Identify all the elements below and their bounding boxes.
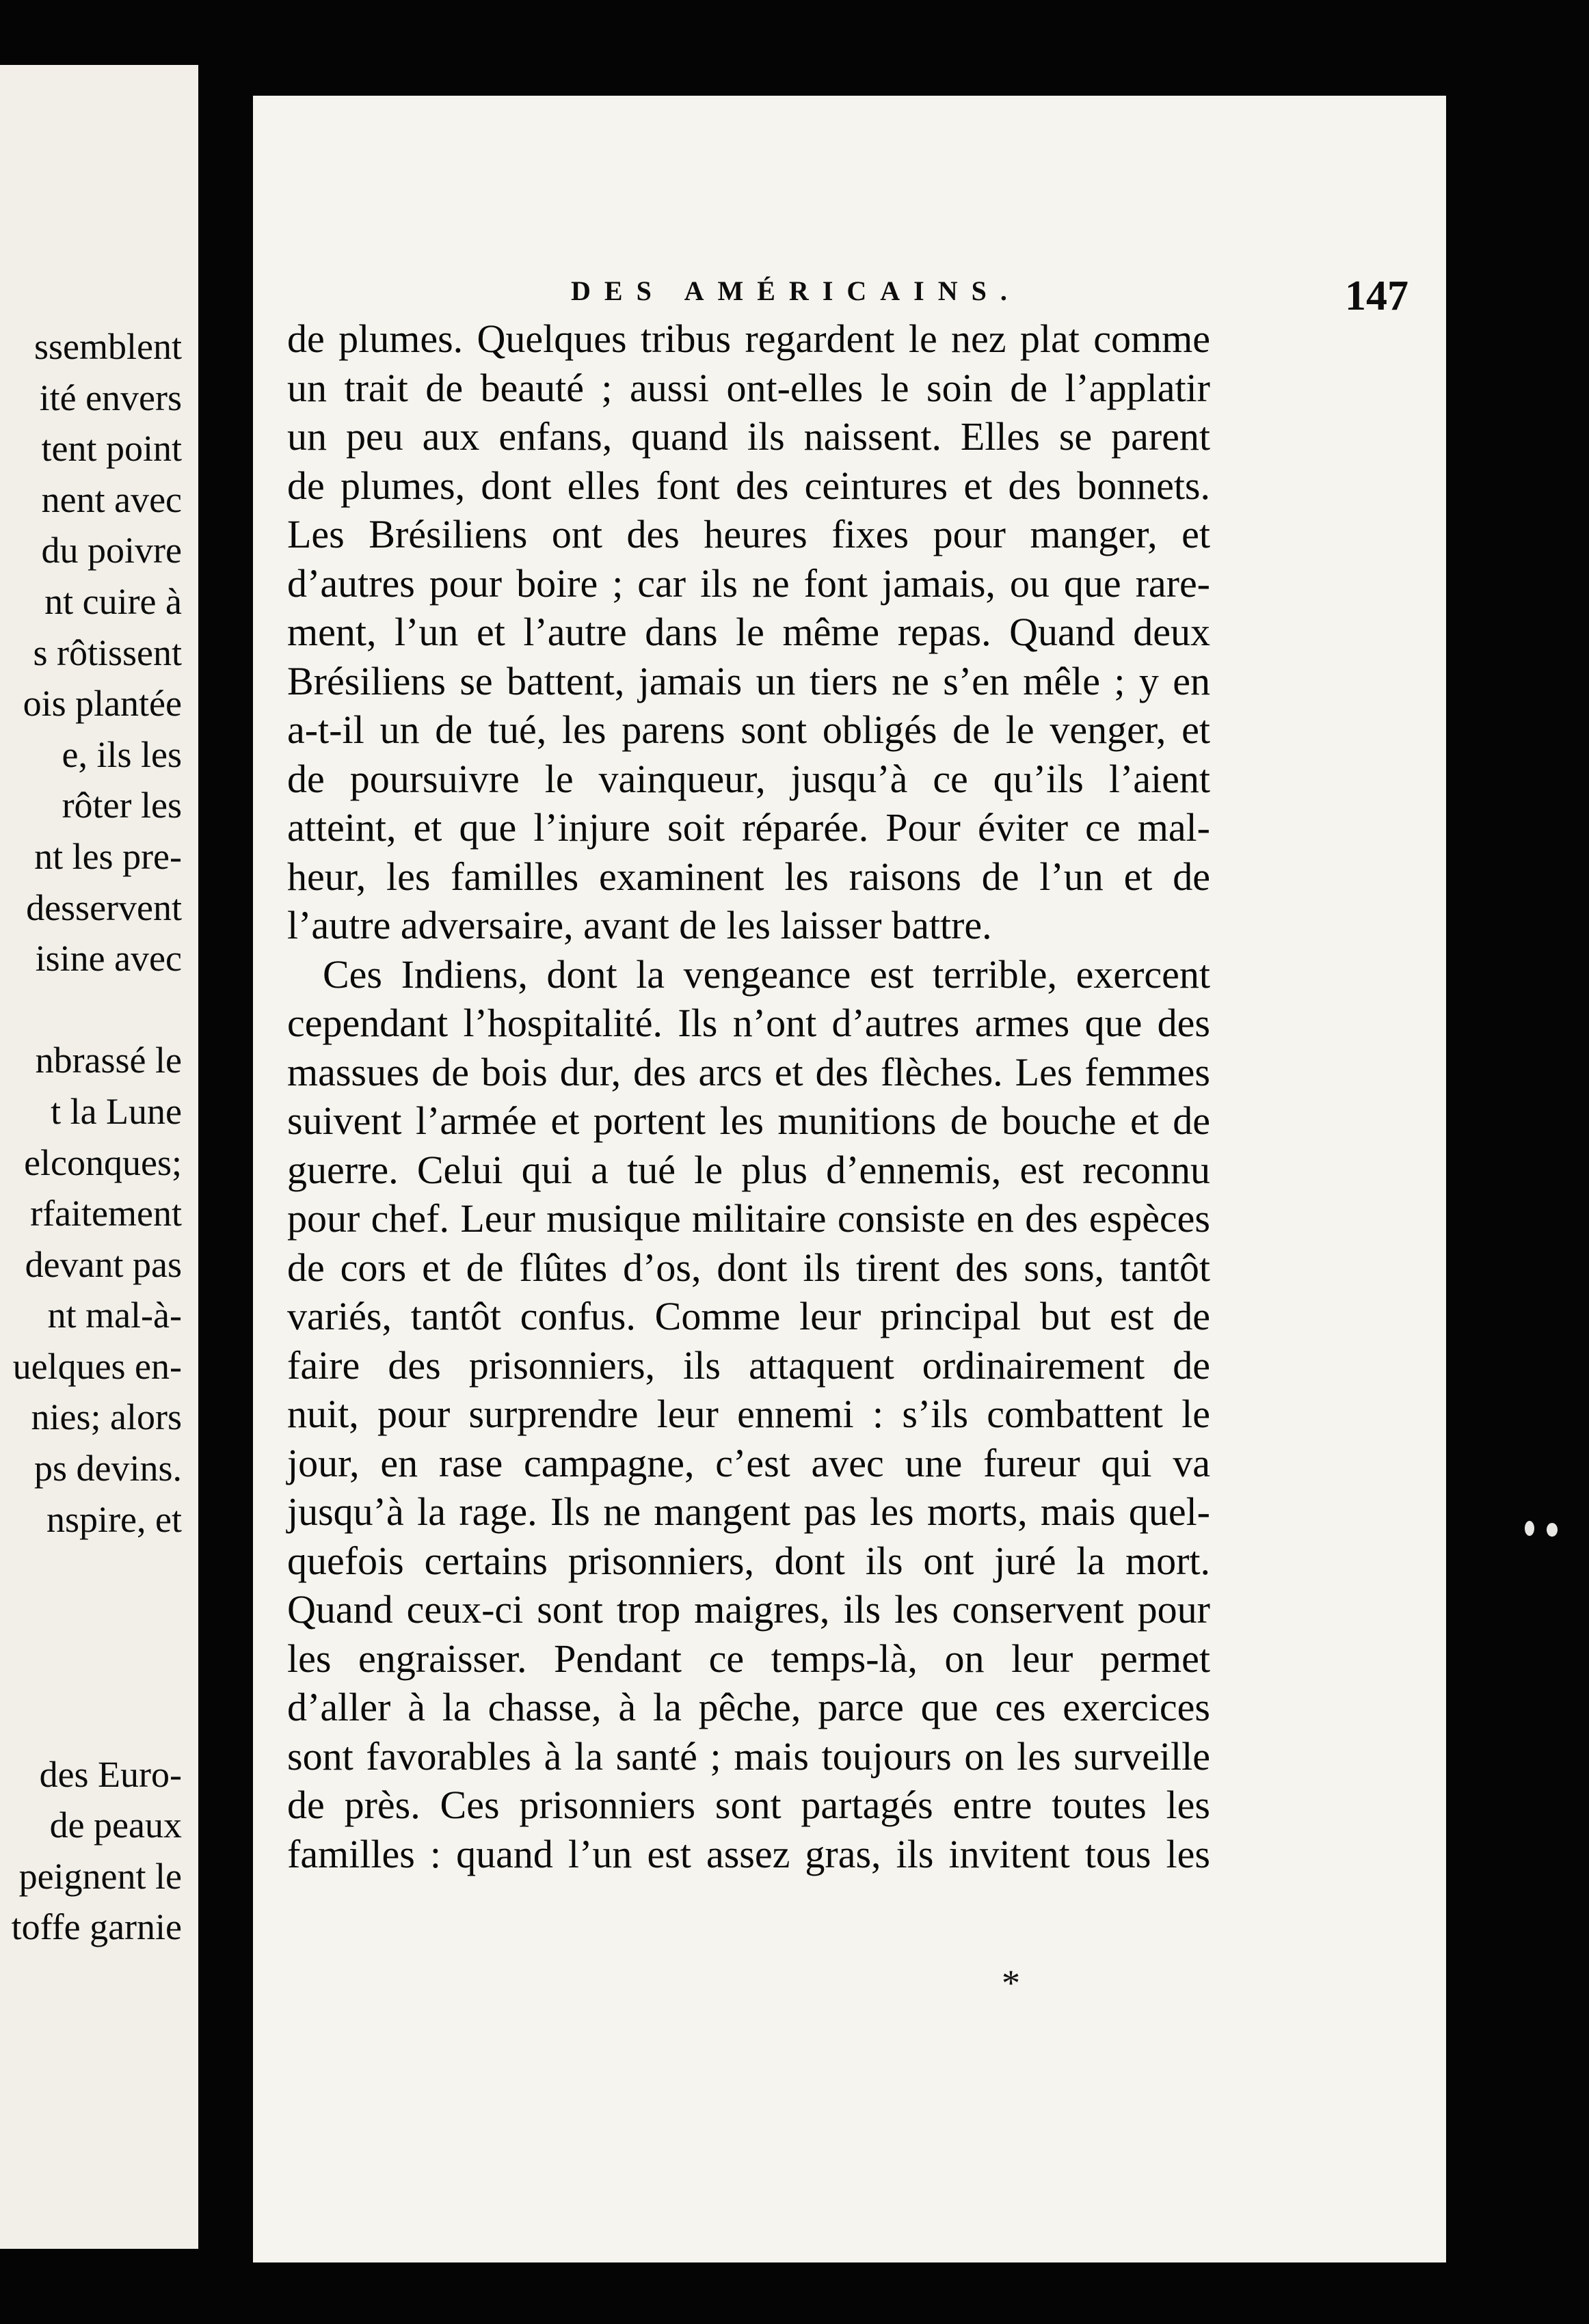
text-line: suivent l’armée et portent les munitions de bouche et de xyxy=(287,1098,1210,1143)
text-line: d’aller à la chasse, à la pêche, parce que ces exercices xyxy=(287,1685,1210,1729)
text-line: nuit, pour surprendre leur ennemi : s’ils combattent le xyxy=(287,1392,1210,1436)
text-line: a-t-il un de tué, les parens sont obligés de le venger, et xyxy=(287,707,1210,752)
paper-speck xyxy=(1525,1521,1534,1536)
text-line: t la Lune xyxy=(51,1090,182,1132)
text-line: pour chef. Leur musique militaire consiste en des espèces xyxy=(287,1196,1210,1241)
running-head: DES AMÉRICAINS. xyxy=(571,275,1021,306)
text-line: Quand ceux-ci sont trop maigres, ils les conservent pour xyxy=(287,1587,1210,1632)
text-line: Les Brésiliens ont des heures fixes pour manger, et xyxy=(287,512,1210,556)
text-line: un peu aux enfans, quand ils naissent. Elles se parent xyxy=(287,414,1210,459)
text-line: ssemblent xyxy=(34,326,182,367)
text-line: de peaux xyxy=(49,1805,182,1846)
text-line: tent point xyxy=(41,428,182,470)
text-line: familles : quand l’un est assez gras, ils invitent tous les xyxy=(287,1831,1210,1876)
text-line: heur, les familles examinent les raisons de l’un et de xyxy=(287,854,1210,899)
text-line: toffe garnie xyxy=(11,1906,182,1948)
text-line: de près. Ces prisonniers sont partagés entre toutes les xyxy=(287,1783,1210,1827)
text-line: les engraisser. Pendant ce temps-là, on leur permet xyxy=(287,1636,1210,1681)
text-line: variés, tantôt confus. Comme leur principal but est de xyxy=(287,1294,1210,1338)
text-line: rfaitement xyxy=(30,1193,182,1234)
text-line: nt cuire à xyxy=(44,580,182,622)
text-line: quefois certains prisonniers, dont ils ont juré la mort. xyxy=(287,1538,1210,1583)
text-line: nies; alors xyxy=(31,1396,182,1438)
right-page xyxy=(253,96,1446,2262)
text-line: Brésiliens se battent, jamais un tiers ne s’en mêle ; y en xyxy=(287,658,1210,703)
text-line: du poivre xyxy=(41,530,182,571)
text-line: elconques; xyxy=(24,1141,182,1183)
text-line: nspire, et xyxy=(46,1498,182,1540)
page-number: 147 xyxy=(1345,273,1408,319)
text-line: s rôtissent xyxy=(33,632,182,673)
text-line: e, ils les xyxy=(62,733,182,775)
text-line: ment, l’un et l’autre dans le même repas. Quand deux xyxy=(287,610,1210,654)
signature-mark: * xyxy=(1002,1962,1020,2003)
text-line: uelques en- xyxy=(12,1345,182,1387)
text-line: de plumes, dont elles font des ceintures et des bonnets. xyxy=(287,463,1210,508)
text-line: des Euro- xyxy=(39,1753,182,1795)
text-line xyxy=(12,1647,182,1698)
paper-speck xyxy=(1547,1523,1558,1537)
text-line: jusqu’à la rage. Ils ne mangent pas les morts, mais quel- xyxy=(287,1489,1210,1534)
text-line: un trait de beauté ; aussi ont-elles le soin de l’applatir xyxy=(287,365,1210,410)
left-page xyxy=(0,65,198,2249)
text-line: peignent le xyxy=(18,1855,182,1897)
text-line: sont favorables à la santé ; mais toujours on les surveille xyxy=(287,1733,1210,1779)
text-line: devant pas xyxy=(25,1243,182,1285)
text-line: rôter les xyxy=(62,785,182,826)
text-line: Ces Indiens, dont la vengeance est terrible, exercent xyxy=(323,951,1210,997)
text-line: ité envers xyxy=(39,377,182,418)
text-line: faire des prisonniers, ils attaquent ordinairement de xyxy=(287,1342,1210,1388)
text-line: cependant l’hospitalité. Ils n’ont d’autres armes que des xyxy=(287,1001,1210,1045)
text-line: isine avec xyxy=(35,938,182,979)
text-line xyxy=(12,984,182,1036)
text-line: desservent xyxy=(26,887,182,928)
text-line xyxy=(12,1545,182,1596)
text-line xyxy=(12,1698,182,1749)
text-line: massues de bois dur, des arcs et des flèches. Les femmes xyxy=(287,1049,1210,1094)
text-line: nt les pre- xyxy=(34,835,182,877)
left-page-text xyxy=(12,321,182,1953)
text-line: nt mal-à- xyxy=(47,1295,182,1336)
text-line: de cors et de flûtes d’os, dont ils tirent des sons, tantôt xyxy=(287,1245,1210,1290)
text-line: nent avec xyxy=(41,478,182,520)
text-line: atteint, et que l’injure soit réparée. Pour éviter ce mal- xyxy=(287,805,1210,850)
text-line: de poursuivre le vainqueur, jusqu’à ce qu’ils l’aient xyxy=(287,756,1210,801)
text-line: ps devins. xyxy=(34,1448,182,1489)
body-text xyxy=(287,314,1210,1878)
text-line: de plumes. Quelques tribus regardent le nez plat comme xyxy=(287,316,1210,361)
text-line: l’autre adversaire, avant de les laisser battre. xyxy=(287,903,992,947)
text-line: jour, en rase campagne, c’est avec une fureur qui va xyxy=(287,1440,1210,1485)
text-line: d’autres pour boire ; car ils ne font jamais, ou que rare- xyxy=(287,560,1210,606)
text-line: ois plantée xyxy=(23,683,182,725)
text-line xyxy=(12,1596,182,1647)
text-line: nbrassé le xyxy=(35,1040,182,1081)
text-line: guerre. Celui qui a tué le plus d’ennemis, est reconnu xyxy=(287,1147,1210,1192)
